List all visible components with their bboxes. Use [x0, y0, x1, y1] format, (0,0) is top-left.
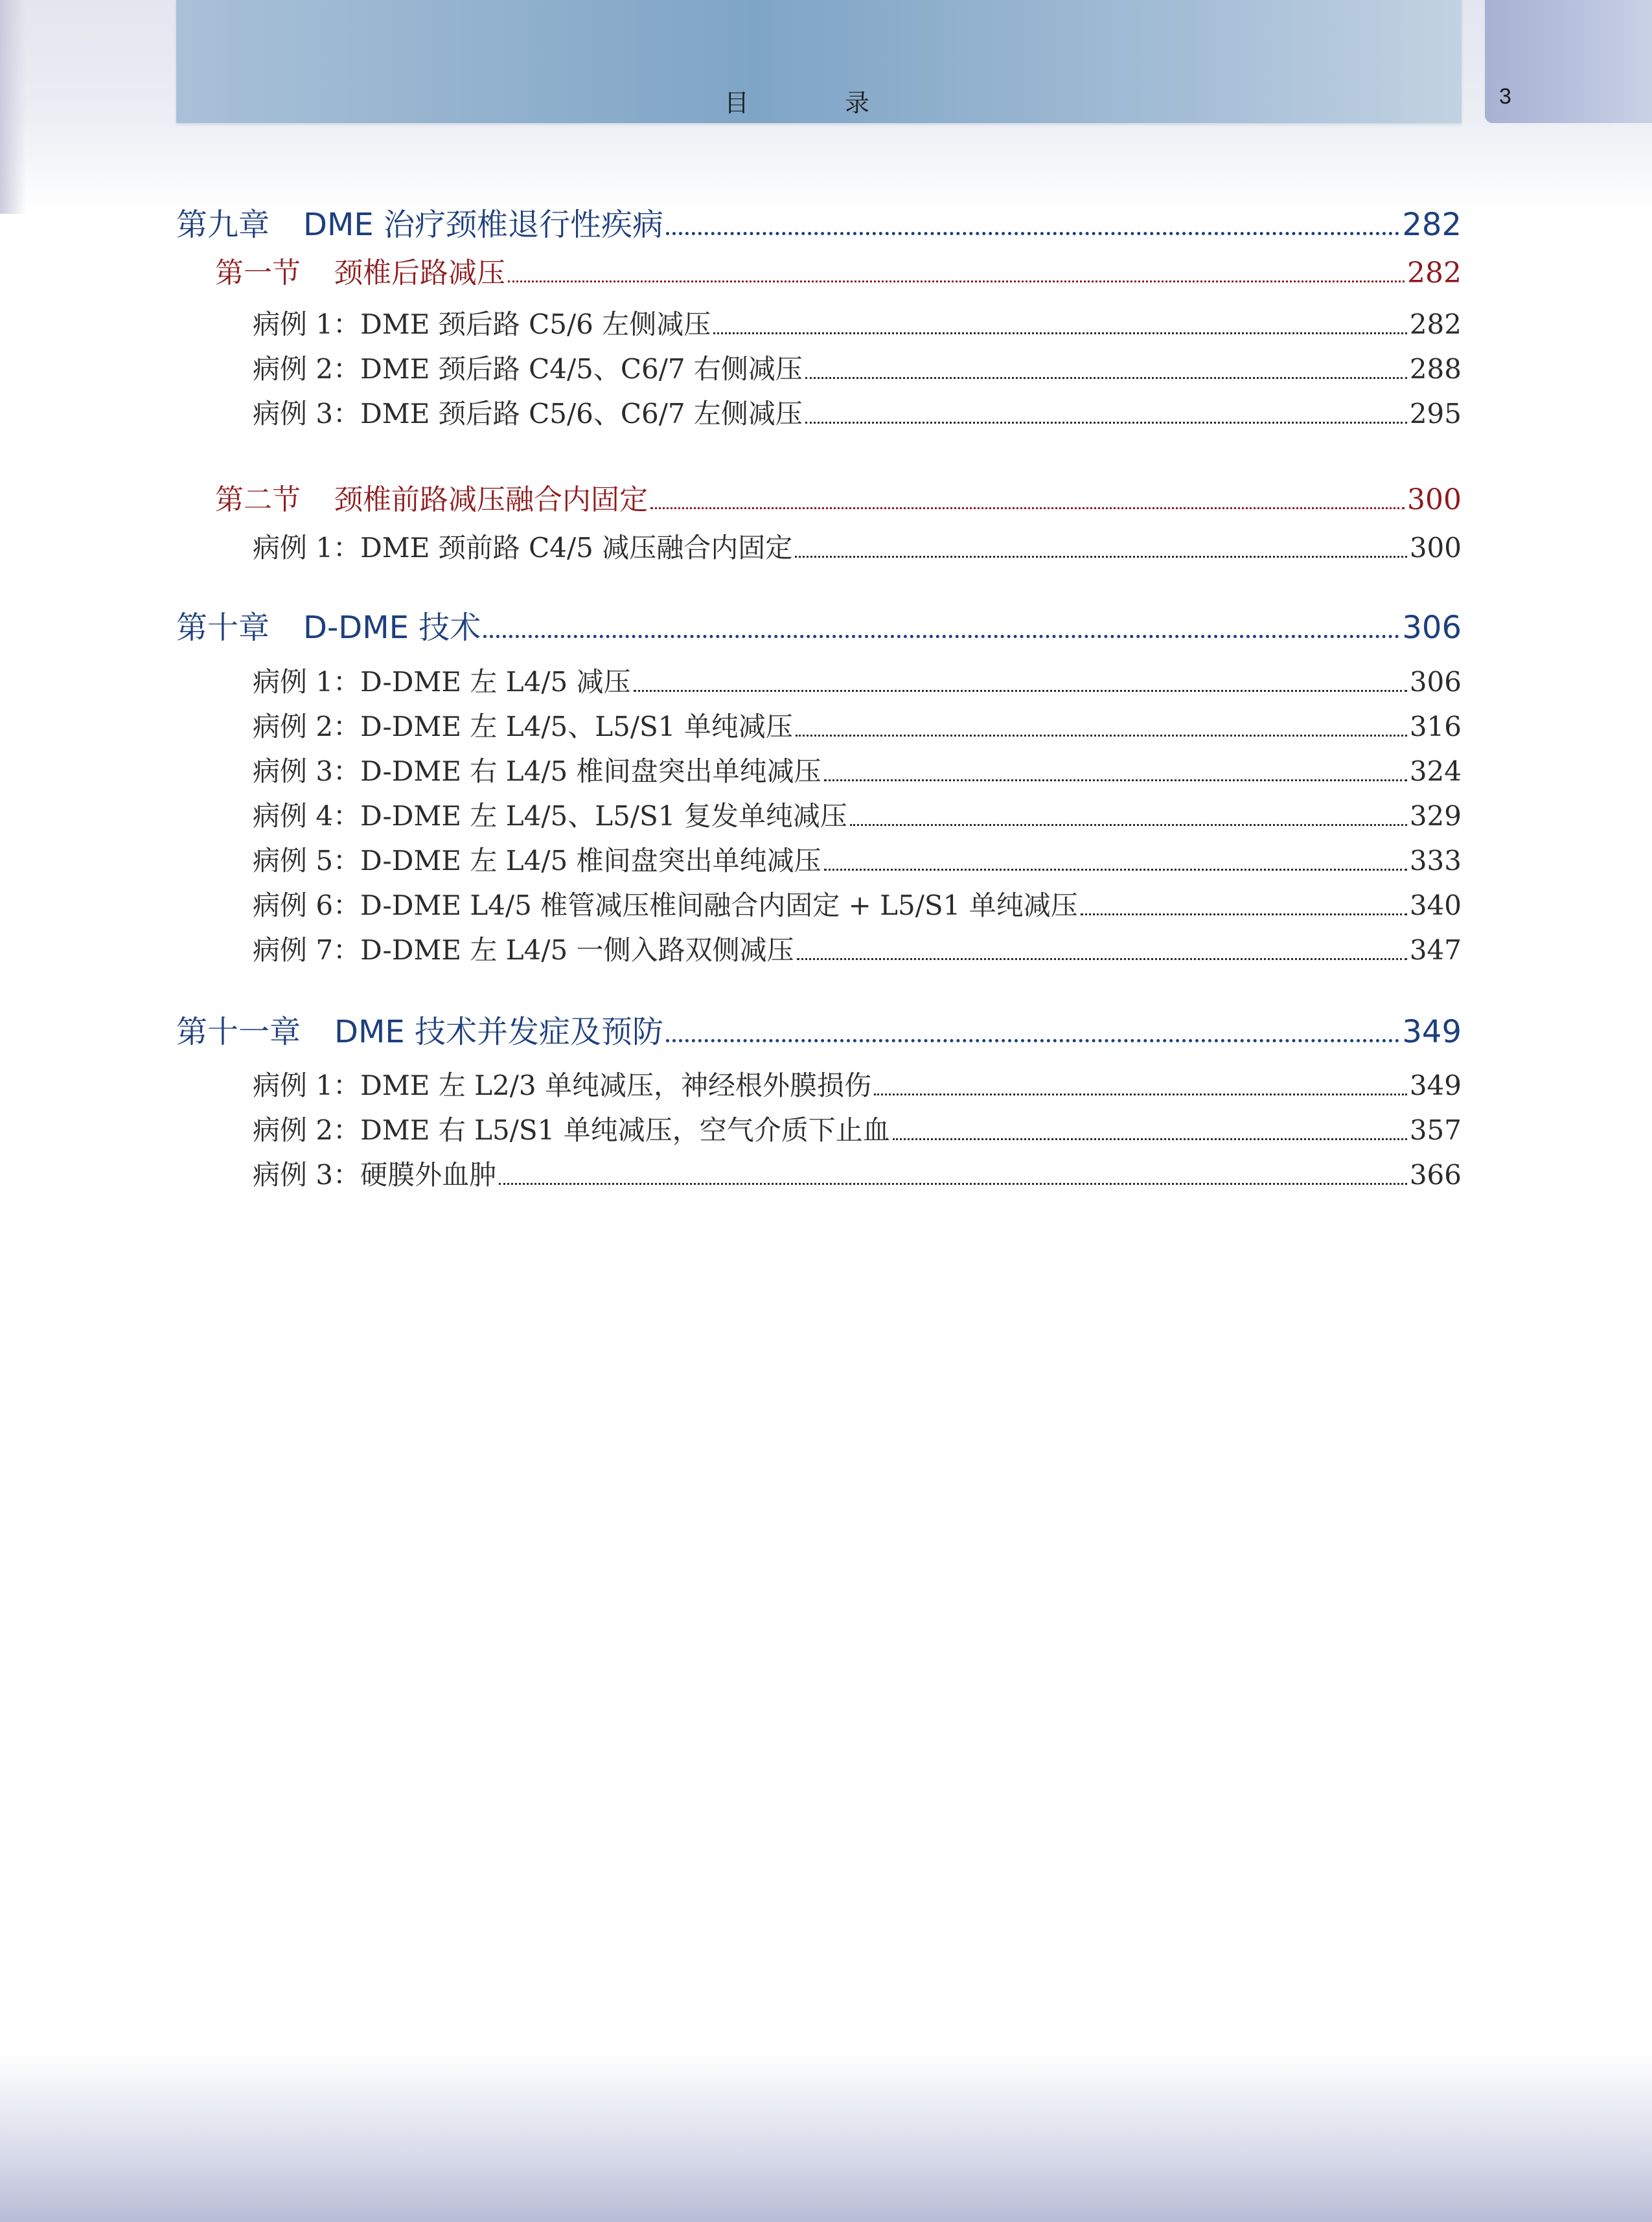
chapter-title: D-DME 技术: [303, 610, 481, 646]
toc-case[interactable]: [176, 1109, 1462, 1148]
toc-chapter-11[interactable]: [176, 1007, 1462, 1051]
chapter-label: 第九章: [176, 207, 270, 243]
page-ref: 324: [1409, 755, 1462, 787]
dot-leader: [805, 377, 1407, 379]
toc-chapter-9[interactable]: [176, 200, 1462, 244]
toc-case[interactable]: [176, 393, 1462, 431]
chapter-label: 第十章: [176, 610, 270, 646]
case-title: 病例 5：D-DME 左 L4/5 椎间盘突出单纯减压: [253, 845, 821, 876]
case-title: 病例 2：DME 右 L5/S1 单纯减压，空气介质下止血: [253, 1114, 890, 1146]
page-ref: 282: [1407, 257, 1462, 290]
page-ref: 349: [1402, 1014, 1462, 1050]
page-ref: 347: [1409, 934, 1462, 966]
dot-leader: [666, 1039, 1399, 1042]
toc-case[interactable]: [176, 929, 1462, 968]
case-title: 病例 1：DME 颈后路 C5/6 左侧减压: [253, 308, 711, 340]
page-ref: 340: [1409, 889, 1462, 921]
toc-case[interactable]: [176, 705, 1462, 744]
section-title: 颈椎后路减压: [334, 257, 505, 290]
toc-case[interactable]: [176, 348, 1462, 387]
page-ref: 306: [1402, 610, 1462, 646]
dot-leader: [796, 735, 1407, 737]
case-title: 病例 2：D-DME 左 L4/5、L5/S1 单纯减压: [253, 711, 793, 742]
page-ref: 333: [1409, 845, 1462, 876]
case-title: 病例 1：DME 颈前路 C4/5 减压融合内固定: [253, 532, 793, 564]
page-ref: 349: [1409, 1070, 1462, 1101]
dot-leader: [824, 779, 1407, 781]
chapter-label: 第十一章: [176, 1014, 301, 1050]
page-ref: 329: [1409, 800, 1462, 832]
toc-case[interactable]: [176, 1154, 1462, 1193]
page-ref: 300: [1407, 483, 1462, 516]
left-edge-shade: [0, 0, 26, 214]
page-ref: 300: [1409, 532, 1462, 564]
dot-leader: [1081, 913, 1407, 915]
section-title: 颈椎前路减压融合内固定: [334, 483, 648, 516]
dot-leader: [713, 332, 1407, 334]
page-ref: 295: [1409, 398, 1462, 430]
page-ref: 366: [1409, 1159, 1462, 1191]
toc-case[interactable]: [176, 750, 1462, 789]
page-title: 目 录: [724, 89, 914, 117]
case-title: 病例 6：D-DME L4/5 椎管减压椎间融合内固定 + L5/S1 单纯减压: [253, 889, 1078, 921]
dot-leader: [850, 824, 1407, 826]
page-number-tab: [1485, 0, 1652, 123]
case-title: 病例 4：D-DME 左 L4/5、L5/S1 复发单纯减压: [253, 800, 847, 832]
toc-case[interactable]: [176, 661, 1462, 700]
dot-leader: [499, 1183, 1407, 1185]
chapter-title: DME 治疗颈椎退行性疾病: [303, 207, 663, 243]
section-label: 第一节: [215, 257, 301, 290]
dot-leader: [824, 869, 1407, 871]
dot-leader: [795, 556, 1407, 558]
dot-leader: [483, 635, 1399, 638]
toc-case[interactable]: [176, 527, 1462, 566]
page-number: 3: [1499, 84, 1511, 109]
case-title: 病例 2：DME 颈后路 C4/5、C6/7 右侧减压: [253, 353, 803, 385]
page-ref: 282: [1402, 207, 1462, 243]
dot-leader: [666, 232, 1399, 235]
dot-leader: [874, 1094, 1407, 1095]
case-title: 病例 1：DME 左 L2/3 单纯减压，神经根外膜损伤: [253, 1070, 871, 1101]
toc-case[interactable]: [176, 1064, 1462, 1103]
bottom-background: [0, 2054, 1652, 2222]
dot-leader: [797, 958, 1407, 960]
case-title: 病例 7：D-DME 左 L4/5 一侧入路双侧减压: [253, 934, 794, 966]
case-title: 病例 3：DME 颈后路 C5/6、C6/7 左侧减压: [253, 398, 803, 430]
header-band: [176, 0, 1462, 123]
case-title: 病例 3：D-DME 右 L4/5 椎间盘突出单纯减压: [253, 755, 821, 787]
toc-section-9-2[interactable]: [176, 476, 1462, 518]
toc-case[interactable]: [176, 884, 1462, 923]
page-ref: 357: [1409, 1114, 1462, 1146]
dot-leader: [508, 281, 1405, 282]
chapter-title: DME 技术并发症及预防: [334, 1014, 663, 1050]
page-ref: 282: [1409, 308, 1462, 340]
case-title: 病例 1：D-DME 左 L4/5 减压: [253, 666, 631, 698]
page-ref: 288: [1409, 353, 1462, 385]
dot-leader: [634, 690, 1407, 692]
toc-chapter-10[interactable]: [176, 602, 1462, 647]
section-label: 第二节: [215, 483, 301, 516]
case-title: 病例 3：硬膜外血肿: [253, 1159, 497, 1191]
toc-case[interactable]: [176, 840, 1462, 878]
dot-leader: [805, 422, 1407, 424]
dot-leader: [893, 1138, 1407, 1140]
toc-section-9-1[interactable]: [176, 249, 1462, 291]
toc-case[interactable]: [176, 303, 1462, 342]
page-ref: 306: [1409, 666, 1462, 698]
toc-case[interactable]: [176, 795, 1462, 834]
page-ref: 316: [1409, 711, 1462, 742]
dot-leader: [650, 507, 1405, 509]
